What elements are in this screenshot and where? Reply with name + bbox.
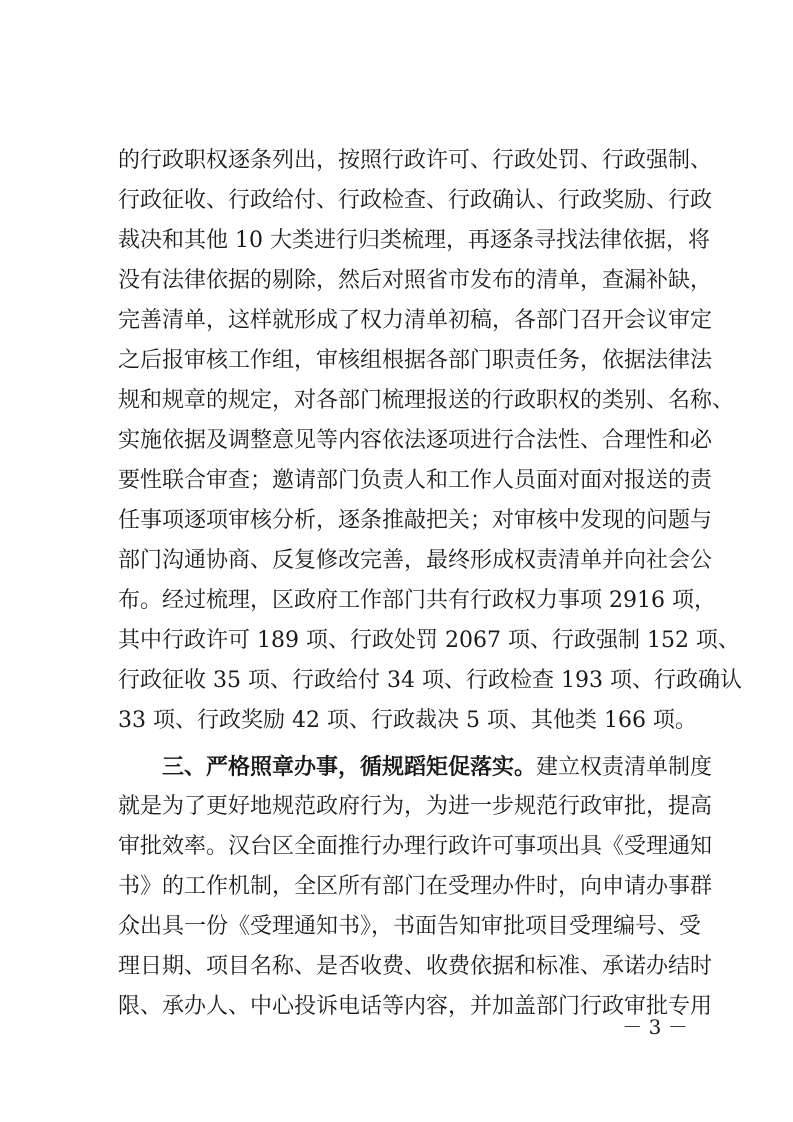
body-text-line: 审批效率。汉台区全面推行办理行政许可事项出具《受理通知 [118,834,713,859]
section-heading-line [162,747,713,787]
body-text-line: 书》的工作机制，全区所有部门在受理办件时，向申请办事群 [118,874,713,899]
body-text-line: 要性联合审查；邀请部门负责人和工作人员面对面对报送的责 [118,468,713,493]
body-text-line: 实施依据及调整意见等内容依法逐项进行合法性、合理性和必 [118,428,713,453]
section-heading-continuation: 建立权责清单制度 [536,755,713,780]
body-text-line: 任事项逐项审核分析，逐条推敲把关；对审核中发现的问题与 [118,508,713,533]
body-text-line: 众出具一份《受理通知书》，书面告知审批项目受理编号、受 [118,914,702,939]
body-text-line: 理日期、项目名称、是否收费、收费依据和标准、承诺办结时 [118,954,713,979]
body-text-line: 裁决和其他 10 大类进行归类梳理，再逐条寻找法律依据，将 [118,228,710,253]
body-text-line: 布。经过梳理，区政府工作部门共有行政权力事项 2916 项， [118,588,716,613]
body-text-line: 就是为了更好地规范政府行为，为进一步规范行政审批，提高 [118,794,713,819]
body-text-line: 其中行政许可 189 项、行政处罚 2067 项、行政强制 152 项、 [118,628,740,653]
body-text-line: 之后报审核工作组，审核组根据各部门职责任务，依据法律法 [118,348,713,373]
body-text-line: 限、承办人、中心投诉电话等内容，并加盖部门行政审批专用 [118,994,713,1019]
body-text-line: 完善清单，这样就形成了权力清单初稿，各部门召开会议审定 [118,308,713,333]
body-text-line: 33 项、行政奖励 42 项、行政裁决 5 项、其他类 166 项。 [118,708,697,733]
body-text-line: 的行政职权逐条列出，按照行政许可、行政处罚、行政强制、 [118,148,713,173]
body-text-line: 行政征收、行政给付、行政检查、行政确认、行政奖励、行政 [118,188,713,213]
body-text-line: 没有法律依据的剔除，然后对照省市发布的清单，查漏补缺， [118,268,713,293]
body-text-line: 规和规章的规定，对各部门梳理报送的行政职权的类别、名称、 [118,388,735,413]
body-text-line: 行政征收 35 项、行政给付 34 项、行政检查 193 项、行政确认 [118,668,742,693]
page-number: － 3 － [622,1015,688,1039]
section-heading: 三、严格照章办事，循规蹈矩促落实。 [162,754,537,780]
body-text-line: 部门沟通协商、反复修改完善，最终形成权责清单并向社会公 [118,548,713,573]
